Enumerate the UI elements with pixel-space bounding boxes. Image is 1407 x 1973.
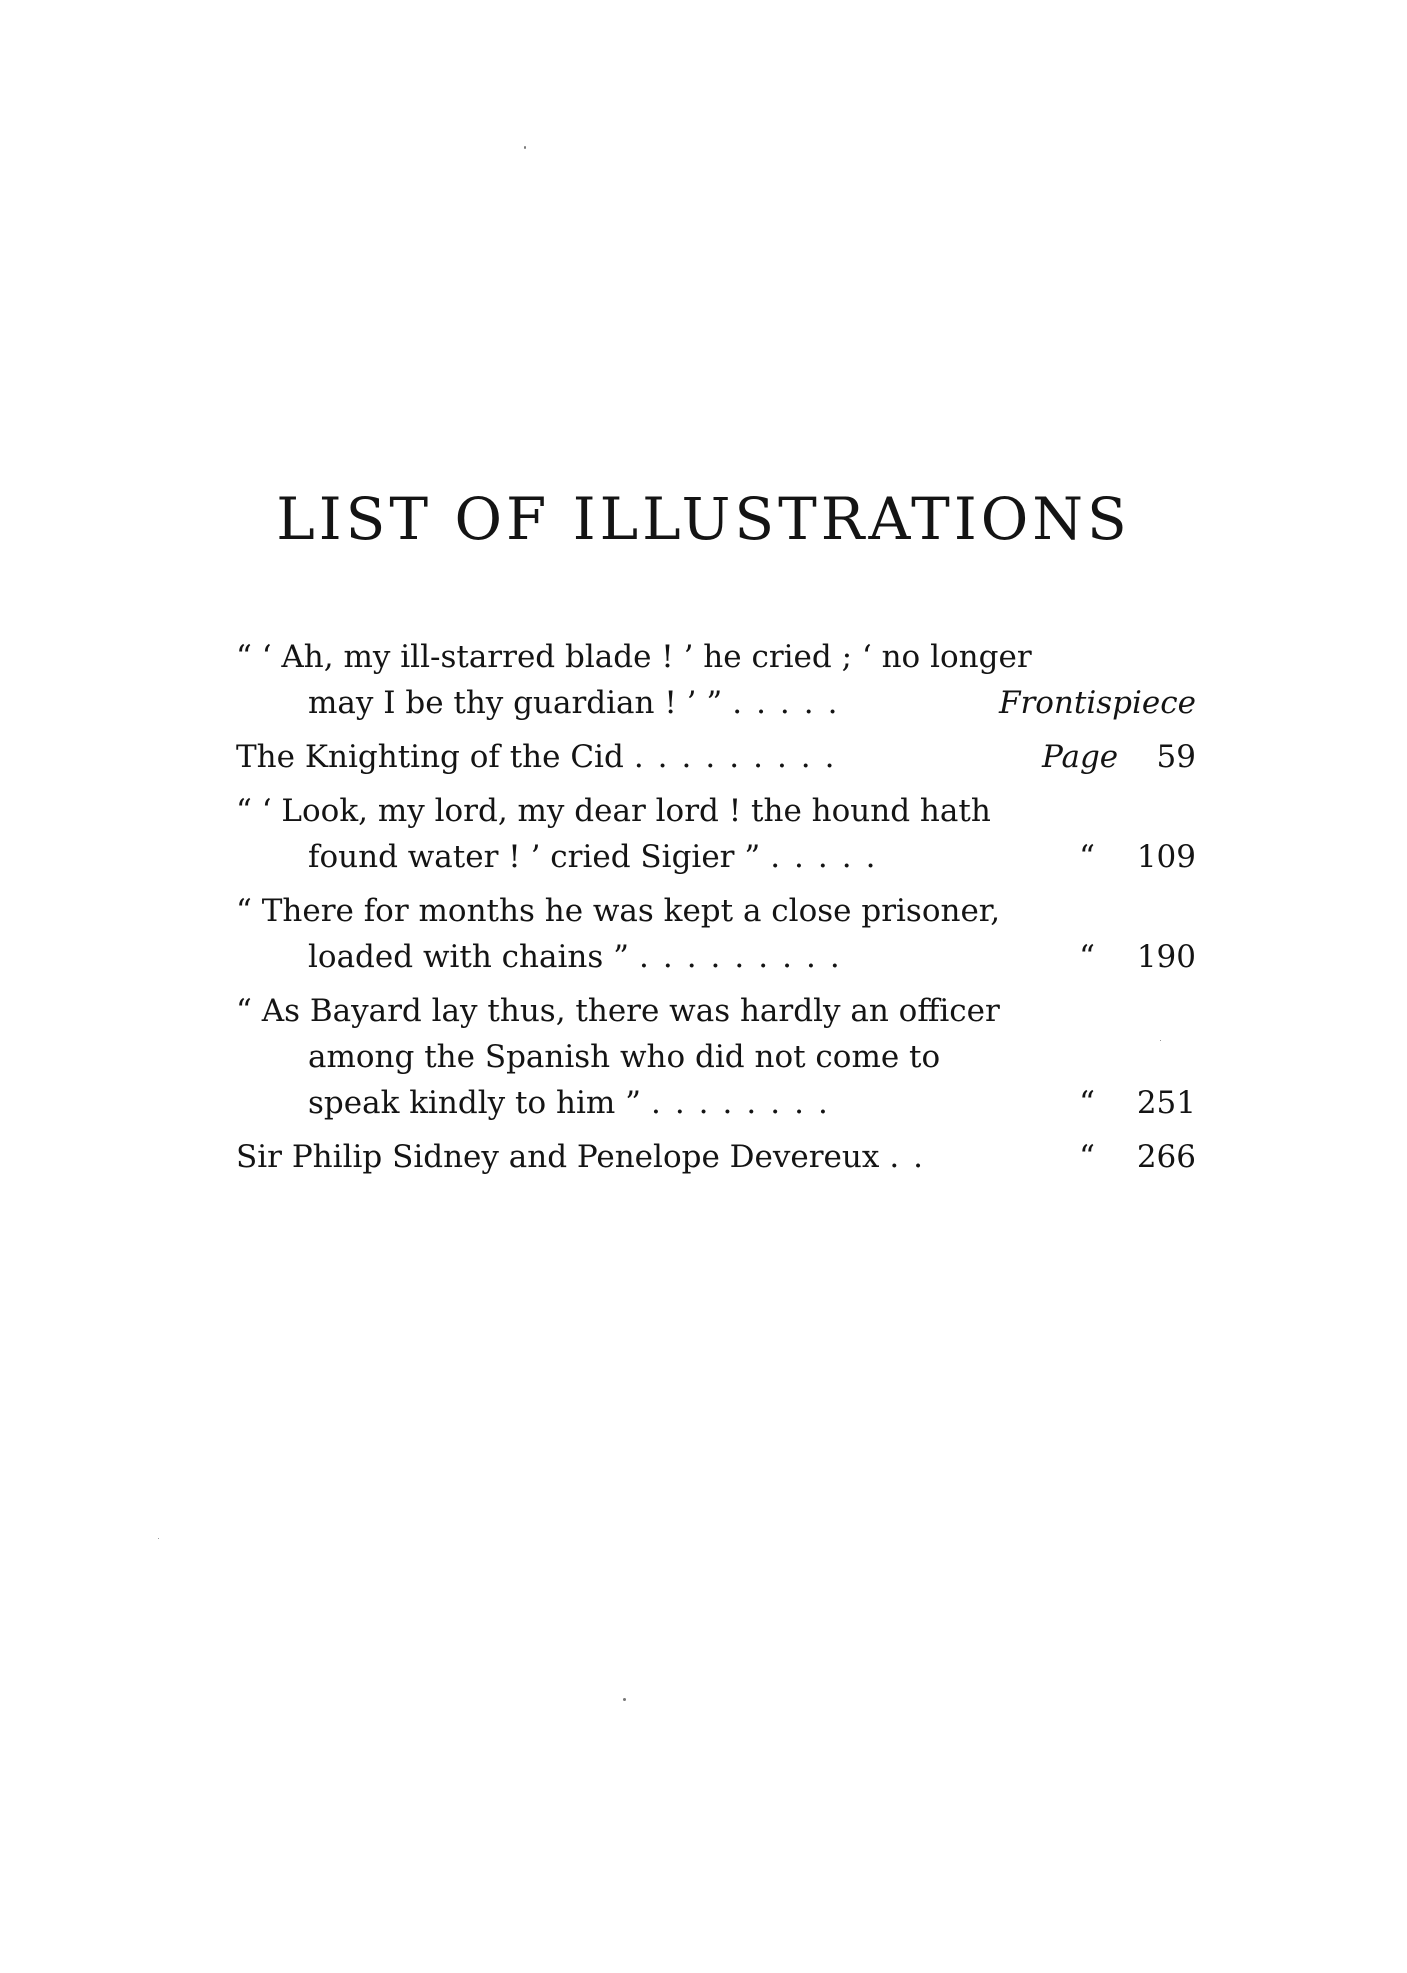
list-item: [236, 888, 1196, 980]
scan-speck: [1160, 1040, 1161, 1041]
entry-page-prefix: “: [1079, 939, 1095, 975]
leader-dots: .....: [770, 839, 890, 875]
leader-dots: .....: [732, 685, 852, 721]
entry-page-prefix: Page: [1042, 739, 1119, 775]
entry-page: 266: [1136, 1139, 1196, 1175]
entry-page-prefix: “: [1079, 1085, 1095, 1121]
leader-dots: ..: [889, 1139, 938, 1175]
entry-page: 109: [1136, 839, 1196, 875]
entry-page: 251: [1136, 1085, 1196, 1121]
entry-caption: The Knighting of the Cid: [236, 739, 624, 775]
entry-page: 59: [1156, 739, 1196, 775]
entry-caption: loaded with chains ”: [308, 939, 629, 975]
scan-speck: [158, 1538, 159, 1539]
leader-dots: ........: [650, 1085, 842, 1121]
page-title: LIST OF ILLUSTRATIONS: [276, 485, 1131, 553]
entry-caption: found water ! ’ cried Sigier ”: [308, 839, 761, 875]
leader-dots: .........: [638, 939, 854, 975]
entry-page: Frontispiece: [998, 685, 1196, 721]
leader-dots: .........: [633, 739, 849, 775]
entry-caption: “ There for months he was kept a close prisoner,: [236, 893, 1001, 929]
entry-caption: among the Spanish who did not come to: [308, 1039, 941, 1075]
entry-page: 190: [1136, 939, 1196, 975]
list-item: [236, 788, 1196, 880]
list-item: [236, 734, 1196, 780]
entry-page-prefix: “: [1079, 1139, 1095, 1175]
entry-caption: “ ‘ Look, my lord, my dear lord ! the hound hath: [236, 793, 991, 829]
entry-caption: may I be thy guardian ! ’ ”: [308, 685, 723, 721]
entry-caption: Sir Philip Sidney and Penelope Devereux: [236, 1139, 880, 1175]
entry-caption: “ ‘ Ah, my ill-starred blade ! ’ he cried ; ‘ no longer: [236, 639, 1032, 675]
list-item: [236, 988, 1196, 1126]
entry-page-prefix: “: [1079, 839, 1095, 875]
list-item: [236, 1134, 1196, 1180]
entry-caption: “ As Bayard lay thus, there was hardly an officer: [236, 993, 1000, 1029]
scan-speck: [524, 146, 526, 149]
illustrations-list: [236, 634, 1196, 1188]
list-item: [236, 634, 1196, 726]
entry-caption: speak kindly to him ”: [308, 1085, 641, 1121]
scan-speck: [623, 1698, 626, 1701]
